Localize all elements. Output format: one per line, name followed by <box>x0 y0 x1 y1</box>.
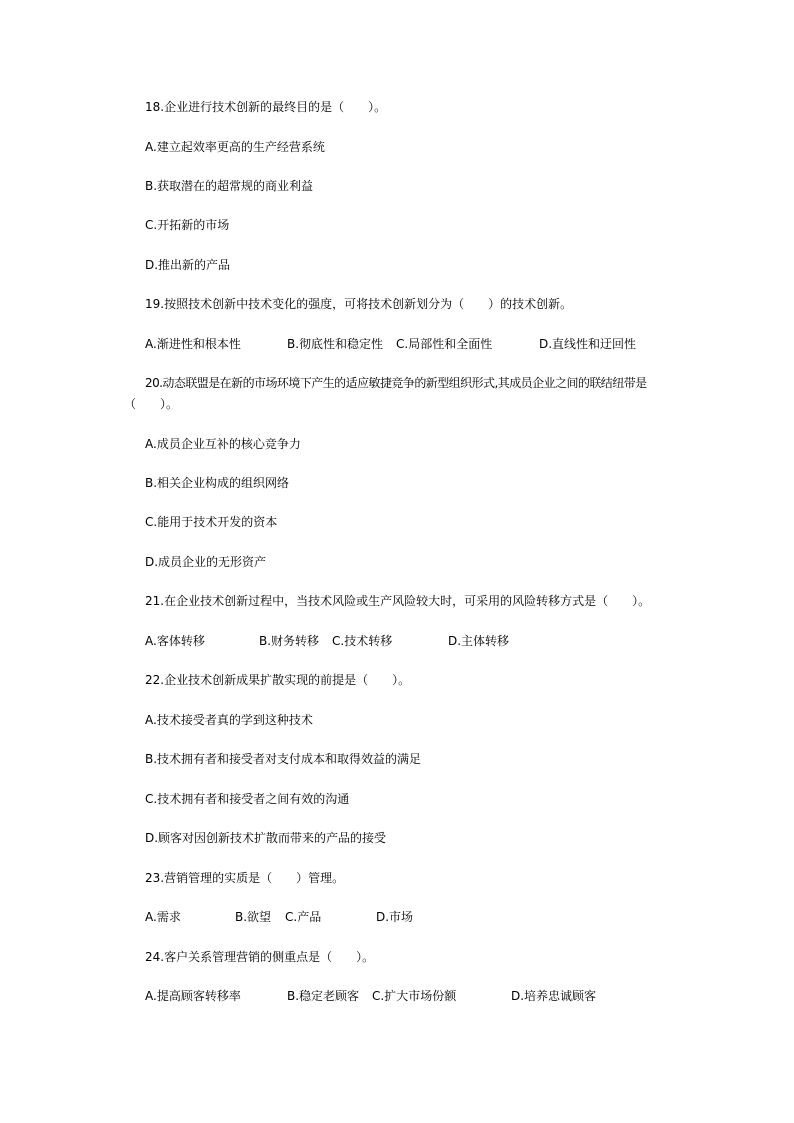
question-18-option-c: C.开拓新的市场 <box>145 218 230 232</box>
question-23-stem: 23.营销管理的实质是（ ）管理。 <box>145 871 345 885</box>
question-21-option-b: B.财务转移 <box>259 634 320 648</box>
question-22-stem: 22.企业技术创新成果扩散实现的前提是（ ）。 <box>145 673 411 687</box>
question-21-stem: 21.在企业技术创新过程中，当技术风险或生产风险较大时，可采用的风险转移方式是（ ）。 <box>145 594 651 608</box>
question-18-option-a: A.建立起效率更高的生产经营系统 <box>145 140 325 154</box>
question-24-option-c: C.扩大市场份额 <box>372 989 457 1003</box>
question-18-option-b: B.获取潜在的超常规的商业利益 <box>145 179 314 193</box>
question-24-option-a: A.提高顾客转移率 <box>145 989 241 1003</box>
question-18-stem: 18.企业进行技术创新的最终目的是（ ）。 <box>145 100 387 114</box>
question-19-option-d: D.直线性和迂回性 <box>539 337 637 351</box>
question-22-option-b: B.技术拥有者和接受者对支付成本和取得效益的满足 <box>145 752 422 766</box>
question-19-option-b: B.彻底性和稳定性 <box>287 337 384 351</box>
question-21-option-d: D.主体转移 <box>448 634 510 648</box>
question-21-option-c: C.技术转移 <box>332 634 393 648</box>
question-23-option-a: A.需求 <box>145 910 181 924</box>
question-23-option-d: D.市场 <box>376 910 414 924</box>
question-24-stem: 24.客户关系管理营销的侧重点是（ ）。 <box>145 950 375 964</box>
question-19-stem: 19.按照技术创新中技术变化的强度，可将技术创新划分为（ ）的技术创新。 <box>145 297 573 311</box>
question-23-option-c: C.产品 <box>285 910 322 924</box>
question-24-option-b: B.稳定老顾客 <box>287 989 360 1003</box>
question-21-option-a: A.客体转移 <box>145 634 205 648</box>
question-20-option-b: B.相关企业构成的组织网络 <box>145 476 290 490</box>
question-23-option-b: B.欲望 <box>235 910 272 924</box>
question-20-option-a: A.成员企业互补的核心竞争力 <box>145 437 301 451</box>
question-18-option-d: D.推出新的产品 <box>145 258 231 272</box>
question-22-option-d: D.顾客对因创新技术扩散而带来的产品的接受 <box>145 831 387 845</box>
question-19-option-a: A.渐进性和根本性 <box>145 337 241 351</box>
question-19-option-c: C.局部性和全面性 <box>396 337 493 351</box>
question-20-stem-continued: （ ）。 <box>124 397 179 411</box>
question-20-option-c: C.能用于技术开发的资本 <box>145 515 278 529</box>
question-22-option-c: C.技术拥有者和接受者之间有效的沟通 <box>145 792 350 806</box>
question-20-stem: 20.动态联盟是在新的市场环境下产生的适应敏捷竞争的新型组织形式,其成员企业之间的联结纽带是 <box>145 376 647 390</box>
question-22-option-a: A.技术接受者真的学到这种技术 <box>145 713 313 727</box>
question-24-option-d: D.培养忠诚顾客 <box>511 989 597 1003</box>
question-20-option-d: D.成员企业的无形资产 <box>145 555 267 569</box>
